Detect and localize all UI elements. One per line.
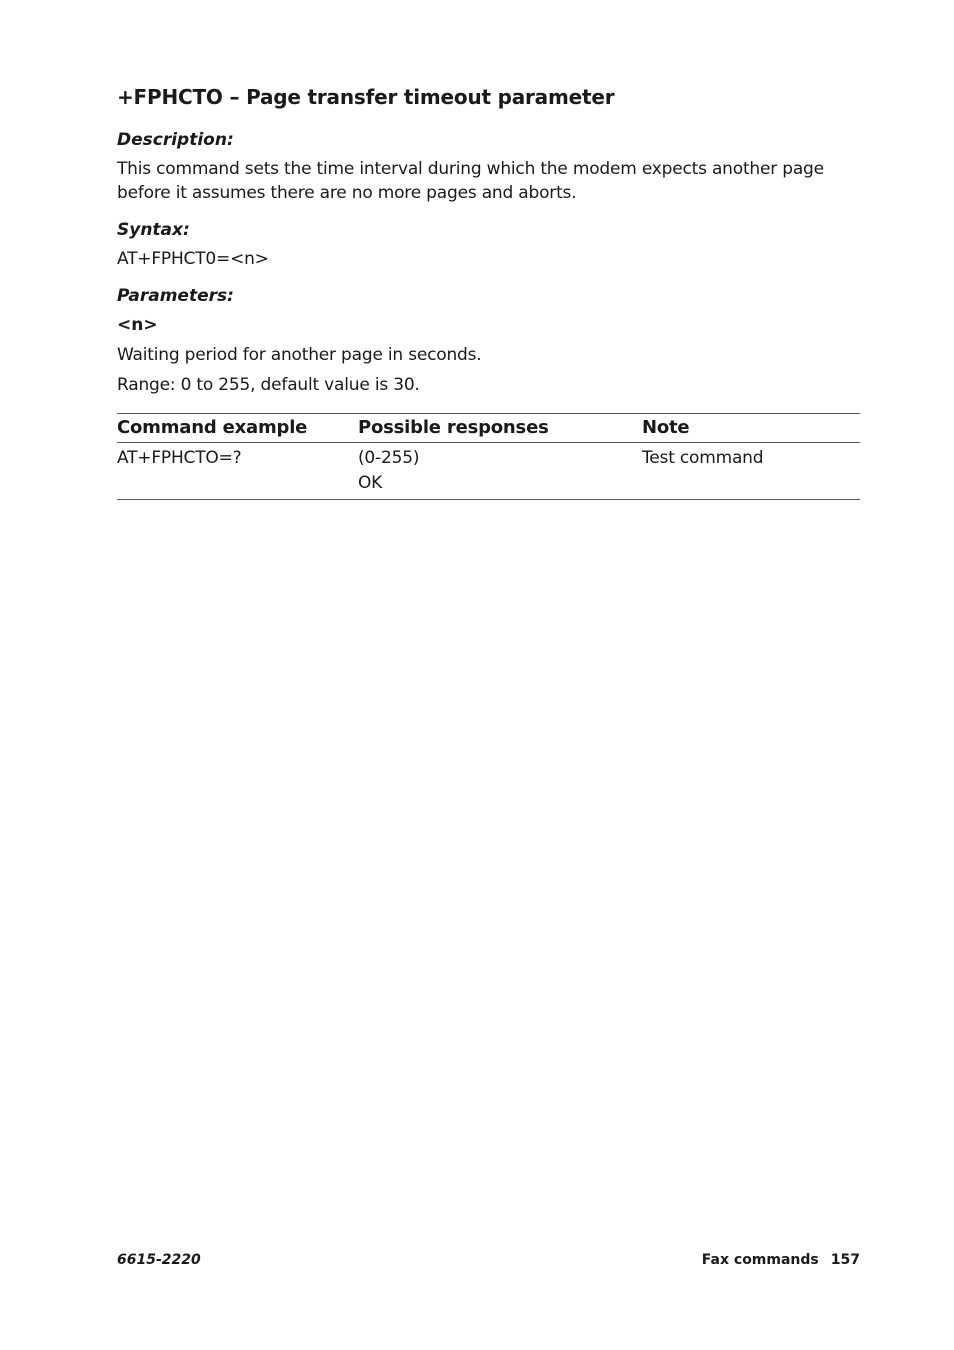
- footer-right: [702, 1251, 860, 1269]
- header-possible-responses: Possible responses: [358, 414, 642, 443]
- page-title: +FPHCTO – Page transfer timeout parameter: [117, 85, 615, 109]
- header-command-example: Command example: [117, 414, 358, 443]
- header-note: Note: [642, 414, 860, 443]
- cell-note: Test command: [642, 443, 860, 500]
- response-line: OK: [358, 473, 383, 493]
- parameters-label: Parameters:: [117, 286, 234, 306]
- response-line: (0-255): [358, 448, 420, 468]
- description-text: This command sets the time interval during which the modem expects another page before it assumes there are no more pages and aborts.: [117, 159, 824, 203]
- cell-command: AT+FPHCTO=?: [117, 443, 358, 500]
- command-table: [117, 413, 860, 500]
- footer-page-number: 157: [830, 1252, 860, 1268]
- description-label: Description:: [117, 130, 234, 150]
- footer-section: Fax commands: [701, 1252, 819, 1268]
- syntax-label: Syntax:: [117, 220, 190, 240]
- parameter-line-1: Waiting period for another page in seconds.: [117, 345, 482, 365]
- table-row: [117, 443, 860, 500]
- page-content: [117, 84, 860, 500]
- cell-responses: [358, 443, 642, 500]
- parameter-name: <n>: [117, 315, 158, 335]
- parameter-line-2: Range: 0 to 255, default value is 30.: [117, 375, 420, 395]
- table-header-row: [117, 414, 860, 443]
- syntax-text: AT+FPHCT0=<n>: [117, 249, 269, 269]
- footer-doc-number: 6615-2220: [117, 1252, 201, 1268]
